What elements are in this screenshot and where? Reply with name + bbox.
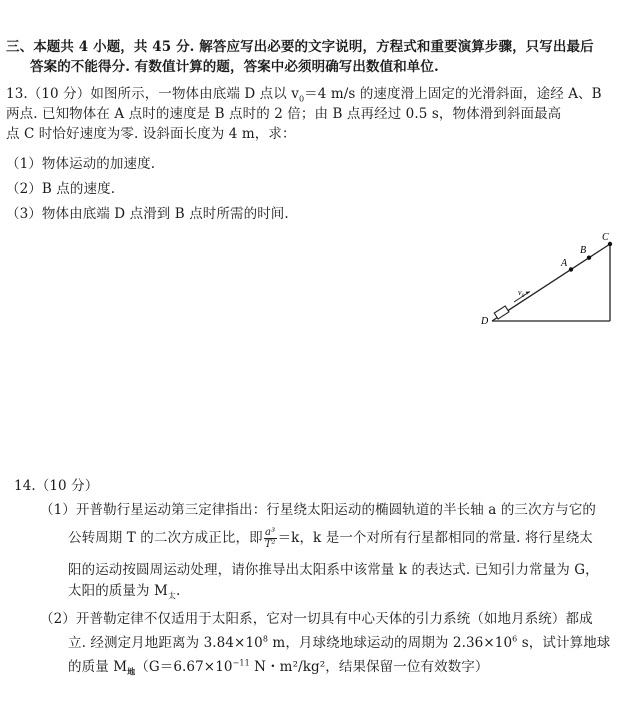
- q14-p2-line2-sup2: 6: [512, 634, 518, 644]
- q14-p2-line2-sup1: 8: [262, 634, 269, 644]
- label-c: C: [602, 232, 609, 243]
- q13-line1-a: 13.（10 分）如图所示，一物体由底端 D 点以 v: [6, 86, 299, 102]
- q14-p2-line1: （2）开普勒定律不仅适用于太阳系，它对一切具有中心天体的引力系统（如地月系统）都成: [40, 611, 593, 627]
- q14-p2-line3-a: 的质量 M: [68, 659, 128, 675]
- q14-p1-line2: [68, 527, 593, 550]
- block: [494, 306, 509, 319]
- label-b: B: [580, 245, 587, 256]
- q14-p2-line2: [68, 634, 610, 652]
- q13-part3: （3）物体由底端 D 点滑到 B 点时所需的时间.: [6, 206, 289, 222]
- section-header-line1: 三、本题共 4 小题，共 45 分. 解答应写出必要的文字说明，方程式和重要演算步骤，只写出最后: [6, 39, 594, 55]
- q13-part2: （2）B 点的速度.: [6, 181, 116, 197]
- fraction-denominator: T²: [264, 539, 276, 550]
- q14-p1-line4-a: 太阳的质量为 M: [68, 583, 168, 599]
- section-header-line2: 答案的不能得分. 有数值计算的题，答案中必须明确写出数值和单位.: [30, 59, 439, 75]
- incline-diagram: [470, 228, 620, 328]
- q13-line1: [6, 85, 602, 103]
- q13-line3: 点 C 时恰好速度为零. 设斜面长度为 4 m，求：: [6, 126, 296, 142]
- q14-header: 14.（10 分）: [14, 478, 99, 494]
- q14-p1-line2-b: ＝k，k 是一个对所有行星都相同的常量. 将行星绕太: [277, 530, 593, 546]
- q13-line1-b: ＝4 m/s 的速度滑上固定的光滑斜面，途经 A、B: [304, 86, 602, 102]
- label-d: D: [481, 316, 489, 327]
- point-b: [587, 256, 591, 260]
- point-a: [569, 267, 573, 271]
- q14-p2-line3-sup: −11: [232, 658, 250, 668]
- q13-line1-sub: 0: [298, 94, 305, 104]
- q14-p2-line2-a: 立. 经测定月地距离为 3.84×10: [68, 635, 263, 651]
- q14-p1-line1: （1）开普勒行星运动第三定律指出：行星绕太阳运动的椭圆轨道的半长轴 a 的三次方与它的: [40, 502, 597, 518]
- q14-p2-line3-c: N・m²/kg²，结果保留一位有效数字）: [249, 659, 489, 675]
- q14-p1-line2-a: 公转周期 T 的二次方成正比，即: [68, 530, 263, 546]
- velocity-label: $v_0$: [518, 288, 525, 299]
- q14-p2-line3-b: （G＝6.67×10: [135, 659, 233, 675]
- q14-p1-line3: 阳的运动按圆周运动处理，请你推导出太阳系中该常量 k 的表达式. 已知引力常量为 G，: [68, 562, 599, 578]
- q14-p2-line2-b: m，月球绕地球运动的周期为 2.36×10: [268, 635, 513, 651]
- q14-p2-line2-c: s，试计算地球: [517, 635, 611, 651]
- kepler-fraction: [264, 527, 277, 550]
- q14-p1-line4-b: .: [176, 583, 181, 599]
- q13-line2: 两点. 已知物体在 A 点时的速度是 B 点时的 2 倍；由 B 点再经过 0.5 s，物体滑到斜面最高: [6, 106, 562, 122]
- q13-part1: （1）物体运动的加速度.: [6, 156, 156, 172]
- q14-p2-line3-sub: 地: [127, 666, 136, 677]
- q14-p2-line3: [68, 658, 488, 676]
- fraction-numerator: a³: [265, 527, 276, 538]
- q14-p1-line4-sub: 太: [167, 591, 177, 601]
- label-a: A: [561, 258, 568, 269]
- incline-slope: [492, 244, 610, 321]
- q14-p1-line4: [68, 582, 180, 600]
